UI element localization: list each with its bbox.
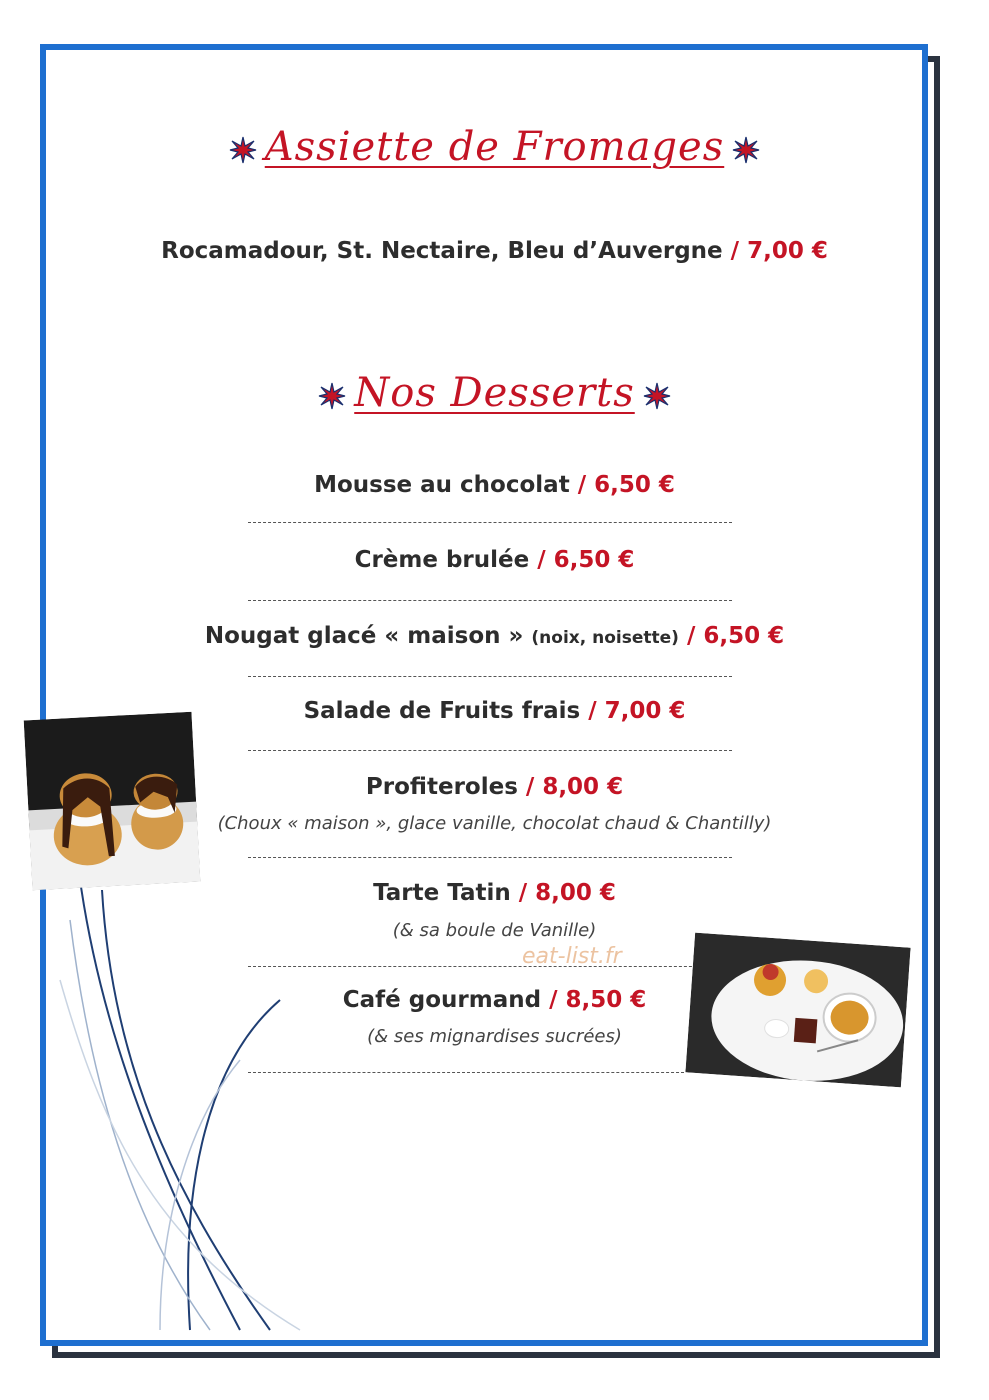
star-icon [643, 382, 671, 410]
cheese-item [0, 238, 989, 264]
star-icon [229, 136, 257, 164]
dessert-name: Crème brulée [354, 547, 530, 573]
dessert-price: / 6,50 € [577, 472, 675, 498]
dessert-price: / 8,00 € [518, 880, 616, 906]
dessert-detail: (noix, noisette) [531, 628, 679, 648]
separator [248, 1072, 684, 1073]
cheese-item-price: / 7,00 € [730, 238, 828, 264]
dessert-item [0, 547, 989, 573]
separator [248, 857, 732, 858]
star-icon [318, 382, 346, 410]
dessert-name: Salade de Fruits frais [303, 698, 581, 724]
dessert-price: / 8,00 € [525, 774, 624, 800]
dessert-name: Tarte Tatin [373, 880, 511, 906]
dessert-item [0, 623, 989, 649]
dessert-name: Nougat glacé « maison » [204, 623, 524, 649]
separator [248, 750, 732, 751]
desserts-title [0, 370, 989, 416]
dessert-name: Profiteroles [365, 774, 518, 800]
dessert-note: (& ses mignardises sucrées) [367, 1026, 622, 1047]
separator [248, 600, 732, 601]
separator [248, 966, 732, 967]
dessert-price: / 6,50 € [686, 623, 785, 649]
star-icon [732, 136, 760, 164]
separator [248, 676, 732, 677]
desserts-title-text: Nos Desserts [354, 370, 635, 416]
dessert-price: / 7,00 € [588, 698, 686, 724]
separator [248, 522, 732, 523]
cheese-item-name: Rocamadour, St. Nectaire, Bleu d’Auvergne [161, 238, 723, 264]
dessert-note: (Choux « maison », glace vanille, chocolat chaud & Chantilly) [217, 813, 772, 834]
cheese-title [0, 124, 989, 170]
dessert-note: (& sa boule de Vanille) [392, 920, 597, 941]
dessert-name: Mousse au chocolat [314, 472, 570, 498]
dessert-name: Café gourmand [342, 987, 542, 1013]
watermark: eat-list.fr [522, 944, 622, 969]
dessert-price: / 8,50 € [549, 987, 647, 1013]
profiteroles-photo [24, 712, 201, 891]
cafe-gourmand-photo [685, 933, 910, 1088]
dessert-item [0, 472, 989, 498]
dessert-price: / 6,50 € [537, 547, 635, 573]
cheese-title-text: Assiette de Fromages [264, 124, 725, 170]
